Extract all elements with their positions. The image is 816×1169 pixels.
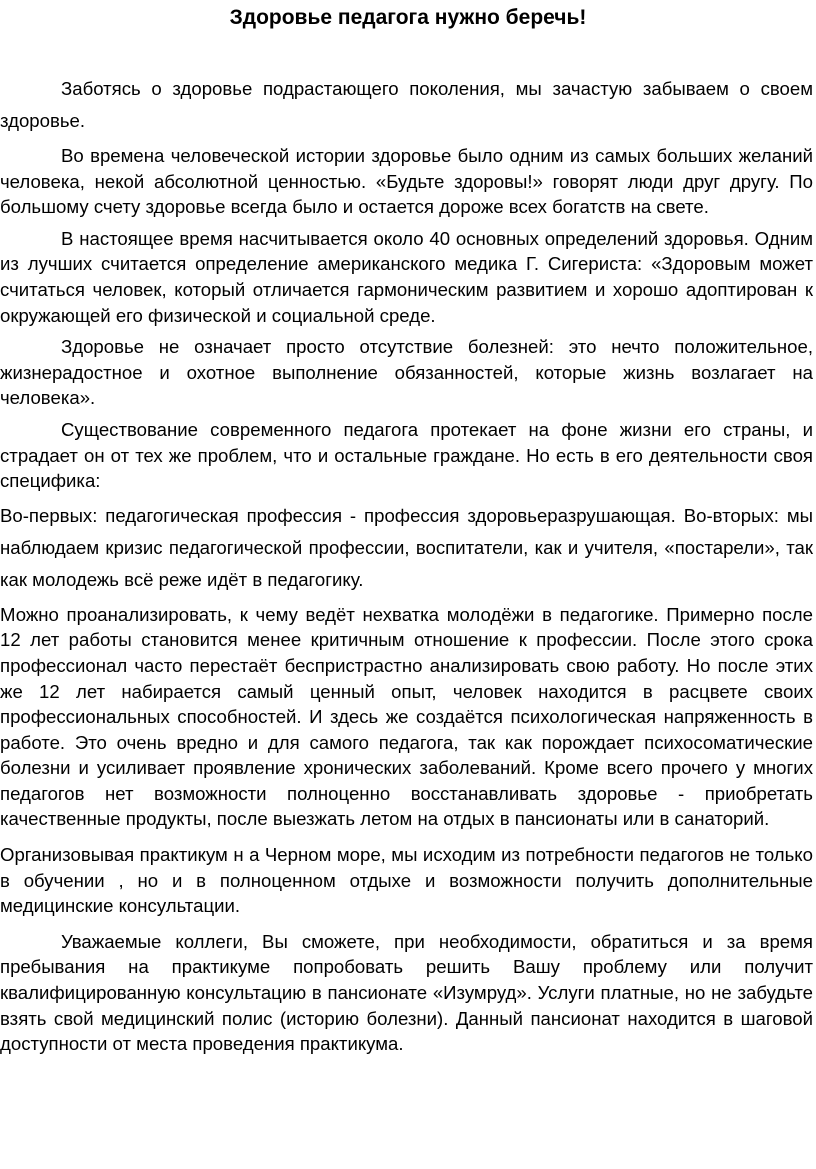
- paragraph-practicum: Организовывая практикум н а Черном море, мы исходим из потребности педагогов не только в обучении , но и в полноценном отдыхе и возможности получить дополнительные медицинские консультации.: [0, 844, 813, 917]
- paragraph-history: Во времена человеческой истории здоровье было одним из самых больших желаний человека, некой абсолютной ценностью. «Будьте здоровы!» говорят люди друг другу. По большому счету здоровье всегда было и остается дороже всех богатств на свете.: [0, 145, 813, 218]
- paragraph-definitions: В настоящее время насчитывается около 40 основных определений здоровья. Одним из лучших считается определение американского медика Г. Сигериста: «Здоровым может считаться человек, который отличается гармоническим развитием и хорошо адоптирован к окружающей его физической и социальной среде.: [0, 227, 813, 326]
- paragraph-firstly-secondly: Во-первых: педагогическая профессия - профессия здоровьеразрушающая. Во-вторых: мы наблюдаем кризис педагогической профессии, воспитатели, как и учителя, «постарели», так как молодежь всё реже идёт в педагогику.: [0, 504, 813, 590]
- paragraph-analysis: Можно проанализировать, к чему ведёт нехватка молодёжи в педагогике. Примерно после 12 лет работы становится менее критичным отношение к профессии. После этого срока профессионал часто перестаёт беспристрастно анализировать свою работу. Но после этих же 12 лет набирается самый ценный опыт, человек находится в расцвете своих профессиональных способностей. И здесь же создаётся психологическая напряженность в работе. Это очень вредно и для самого педагога, так как порождает психосоматические болезни и усиливает проявление хронических заболеваний. Кроме всего прочего у многих педагогов нет возможности полноценно восстанавливать здоровье - приобретать качественные продукты, после выезжать летом на отдых в пансионаты или в санаторий.: [0, 603, 813, 830]
- paragraph-colleagues: Уважаемые коллеги, Вы сможете, при необходимости, обратиться и за время пребывания на практикуме попробовать решить Вашу проблему или получит квалифицированную консультацию в пансионате «Изумруд». Услуги платные, но не забудьте взять свой медицинский полис (историю болезни). Данный пансионат находится в шаговой доступности от места проведения практикума.: [0, 930, 813, 1055]
- paragraph-intro: Заботясь о здоровье подрастающего поколения, мы зачастую забываем о своем здоровье.: [0, 78, 813, 131]
- paragraph-health-meaning: Здоровье не означает просто отсутствие болезней: это нечто положительное, жизнерадостное и охотное выполнение обязанностей, которые жизнь возлагает на человека».: [0, 336, 813, 409]
- paragraph-teacher-life: Существование современного педагога протекает на фоне жизни его страны, и страдает он от тех же проблем, что и остальные граждане. Но есть в его деятельности своя специфика:: [0, 418, 813, 492]
- document-body: [0, 73, 813, 1057]
- document-title: Здоровье педагога нужно беречь!: [229, 6, 587, 29]
